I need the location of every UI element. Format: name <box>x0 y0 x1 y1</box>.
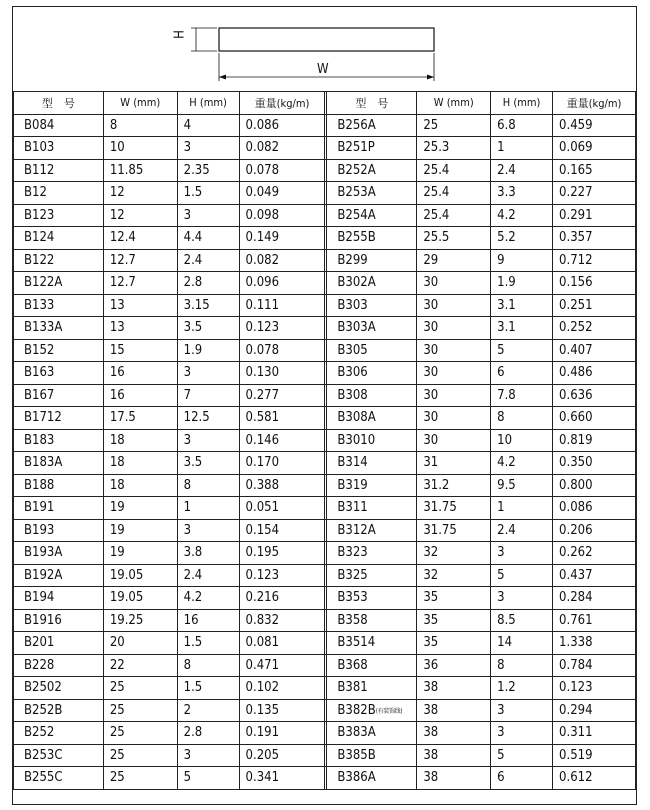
cell-type: B252A <box>327 159 417 182</box>
cell-type: B308A <box>327 407 417 430</box>
table-row <box>14 767 636 790</box>
table-row <box>14 204 636 227</box>
cell-w: 31.75 <box>417 519 491 542</box>
cell-w: 38 <box>417 767 491 790</box>
cell-w: 18 <box>103 474 177 497</box>
cell-w: 25.4 <box>417 159 491 182</box>
cell-type: B193 <box>14 519 104 542</box>
cell-weight: 0.252 <box>553 317 636 340</box>
profile-rectangle <box>219 28 434 51</box>
cell-w: 8 <box>103 114 177 137</box>
cell-w: 19.05 <box>103 564 177 587</box>
header-row <box>14 92 636 115</box>
cell-w: 25 <box>417 114 491 137</box>
cell-type: B2502 <box>14 677 104 700</box>
table-row <box>14 407 636 430</box>
cell-h: 6 <box>491 767 553 790</box>
cell-h: 16 <box>177 609 239 632</box>
spec-table <box>13 91 636 790</box>
cell-w: 25 <box>103 699 177 722</box>
cell-w: 16 <box>103 362 177 385</box>
cell-w: 30 <box>417 272 491 295</box>
cell-weight: 0.154 <box>239 519 325 542</box>
cell-type: B3010 <box>327 429 417 452</box>
cell-weight: 0.341 <box>239 767 325 790</box>
cell-type: B302A <box>327 272 417 295</box>
cell-h: 7 <box>177 384 239 407</box>
cell-weight: 0.486 <box>553 362 636 385</box>
table-row <box>14 519 636 542</box>
table-row <box>14 677 636 700</box>
cell-w: 19.05 <box>103 587 177 610</box>
col-type-header: 型 号 <box>14 92 104 115</box>
cell-h: 7.8 <box>491 384 553 407</box>
cell-h: 1.5 <box>177 632 239 655</box>
cell-w: 15 <box>103 339 177 362</box>
cell-h: 2.4 <box>177 564 239 587</box>
col-h-header: H (mm) <box>177 92 239 115</box>
cell-h: 3 <box>491 699 553 722</box>
cell-h: 3 <box>177 137 239 160</box>
cell-weight: 0.086 <box>553 497 636 520</box>
cell-w: 38 <box>417 744 491 767</box>
col-w-header: W (mm) <box>417 92 491 115</box>
table-row <box>14 137 636 160</box>
cell-weight: 0.049 <box>239 182 325 205</box>
cell-w: 25.4 <box>417 182 491 205</box>
cell-weight: 0.519 <box>553 744 636 767</box>
cell-weight: 0.096 <box>239 272 325 295</box>
cell-type: B103 <box>14 137 104 160</box>
table-row <box>14 227 636 250</box>
cell-type: B319 <box>327 474 417 497</box>
cell-w: 19 <box>103 542 177 565</box>
cell-h: 2 <box>177 699 239 722</box>
cell-type: B183A <box>14 452 104 475</box>
cell-h: 2.8 <box>177 272 239 295</box>
cell-type: B299 <box>327 249 417 272</box>
cell-w: 30 <box>417 317 491 340</box>
cell-h: 4 <box>177 114 239 137</box>
table-row <box>14 744 636 767</box>
cell-type: B1712 <box>14 407 104 430</box>
cell-w: 25.3 <box>417 137 491 160</box>
cell-weight: 0.102 <box>239 677 325 700</box>
profile-diagram <box>13 7 636 92</box>
cell-h: 3 <box>491 542 553 565</box>
cell-type: B305 <box>327 339 417 362</box>
cell-type: B167 <box>14 384 104 407</box>
cell-weight: 0.195 <box>239 542 325 565</box>
cell-h: 3 <box>177 362 239 385</box>
cell-weight: 0.078 <box>239 159 325 182</box>
cell-w: 38 <box>417 677 491 700</box>
cell-w: 18 <box>103 429 177 452</box>
cell-weight: 0.081 <box>239 632 325 655</box>
table-row <box>14 587 636 610</box>
table-row <box>14 654 636 677</box>
table-row <box>14 429 636 452</box>
cell-h: 6.8 <box>491 114 553 137</box>
cell-type: B253A <box>327 182 417 205</box>
table-row <box>14 294 636 317</box>
cell-type: B124 <box>14 227 104 250</box>
cell-type: B133 <box>14 294 104 317</box>
cell-type: B303 <box>327 294 417 317</box>
cell-type: B084 <box>14 114 104 137</box>
cell-w: 30 <box>417 429 491 452</box>
cell-w: 32 <box>417 564 491 587</box>
cell-type: B312A <box>327 519 417 542</box>
cell-weight: 0.761 <box>553 609 636 632</box>
cell-weight: 0.086 <box>239 114 325 137</box>
table-row <box>14 114 636 137</box>
cell-w: 30 <box>417 339 491 362</box>
cell-w: 10 <box>103 137 177 160</box>
cell-weight: 0.294 <box>553 699 636 722</box>
cell-weight: 0.135 <box>239 699 325 722</box>
cell-h: 8 <box>491 407 553 430</box>
cell-type: B255C <box>14 767 104 790</box>
cell-type: B303A <box>327 317 417 340</box>
table-row <box>14 564 636 587</box>
cell-w: 11.85 <box>103 159 177 182</box>
cell-w: 25.4 <box>417 204 491 227</box>
cell-weight: 0.660 <box>553 407 636 430</box>
cell-h: 1 <box>177 497 239 520</box>
cell-weight: 0.311 <box>553 722 636 745</box>
cell-type: B201 <box>14 632 104 655</box>
cell-h: 4.2 <box>491 452 553 475</box>
cell-h: 3.8 <box>177 542 239 565</box>
cell-type: B191 <box>14 497 104 520</box>
cell-h: 5 <box>177 767 239 790</box>
cell-h: 1 <box>491 497 553 520</box>
cell-h: 4.2 <box>177 587 239 610</box>
cell-w: 35 <box>417 632 491 655</box>
cell-type: B188 <box>14 474 104 497</box>
cell-h: 3 <box>177 519 239 542</box>
cell-weight: 0.205 <box>239 744 325 767</box>
cell-w: 18 <box>103 452 177 475</box>
cell-weight: 0.251 <box>553 294 636 317</box>
cell-weight: 0.227 <box>553 182 636 205</box>
cell-w: 13 <box>103 317 177 340</box>
cell-type: B163 <box>14 362 104 385</box>
table-row <box>14 159 636 182</box>
cell-h: 2.35 <box>177 159 239 182</box>
cell-h: 8.5 <box>491 609 553 632</box>
table-row <box>14 497 636 520</box>
cell-w: 20 <box>103 632 177 655</box>
cell-w: 25 <box>103 722 177 745</box>
cell-h: 2.4 <box>491 519 553 542</box>
cell-type: B308 <box>327 384 417 407</box>
cell-weight: 0.437 <box>553 564 636 587</box>
cell-weight: 0.291 <box>553 204 636 227</box>
cell-w: 25 <box>103 767 177 790</box>
cell-type: B323 <box>327 542 417 565</box>
cell-weight: 0.191 <box>239 722 325 745</box>
col-type-header: 型 号 <box>327 92 417 115</box>
cell-type: B254A <box>327 204 417 227</box>
cell-h: 3.1 <box>491 294 553 317</box>
cell-type: B252 <box>14 722 104 745</box>
table-row <box>14 699 636 722</box>
height-label: H <box>172 30 188 39</box>
cell-weight: 0.357 <box>553 227 636 250</box>
table-row <box>14 542 636 565</box>
cell-h: 8 <box>491 654 553 677</box>
cell-h: 1.9 <box>491 272 553 295</box>
col-h-header: H (mm) <box>491 92 553 115</box>
cell-weight: 1.338 <box>553 632 636 655</box>
cell-w: 30 <box>417 407 491 430</box>
cell-w: 32 <box>417 542 491 565</box>
cell-weight: 0.612 <box>553 767 636 790</box>
cell-w: 12.7 <box>103 272 177 295</box>
cell-type: B253C <box>14 744 104 767</box>
cell-weight: 0.581 <box>239 407 325 430</box>
cell-h: 3.5 <box>177 317 239 340</box>
cell-type: B112 <box>14 159 104 182</box>
cell-w: 30 <box>417 362 491 385</box>
cell-w: 25 <box>103 677 177 700</box>
cell-h: 14 <box>491 632 553 655</box>
cell-type: B122A <box>14 272 104 295</box>
cell-h: 8 <box>177 654 239 677</box>
cell-weight: 0.078 <box>239 339 325 362</box>
cell-h: 10 <box>491 429 553 452</box>
cell-type: B382B(有装饰线) <box>327 699 417 722</box>
cell-w: 31.2 <box>417 474 491 497</box>
cell-type: B311 <box>327 497 417 520</box>
table-row <box>14 182 636 205</box>
cell-weight: 0.146 <box>239 429 325 452</box>
cell-h: 1.9 <box>177 339 239 362</box>
cell-type: B256A <box>327 114 417 137</box>
cell-type: B251P <box>327 137 417 160</box>
cell-type: B183 <box>14 429 104 452</box>
cell-weight: 0.819 <box>553 429 636 452</box>
cell-type: B306 <box>327 362 417 385</box>
cell-type: B325 <box>327 564 417 587</box>
cell-weight: 0.832 <box>239 609 325 632</box>
cell-type: B193A <box>14 542 104 565</box>
cell-weight: 0.262 <box>553 542 636 565</box>
cell-weight: 0.206 <box>553 519 636 542</box>
cell-h: 9.5 <box>491 474 553 497</box>
cell-h: 9 <box>491 249 553 272</box>
cell-h: 3.5 <box>177 452 239 475</box>
col-w-header: W (mm) <box>103 92 177 115</box>
cell-h: 2.4 <box>491 159 553 182</box>
table-row <box>14 474 636 497</box>
cell-h: 12.5 <box>177 407 239 430</box>
cell-type: B353 <box>327 587 417 610</box>
cell-weight: 0.130 <box>239 362 325 385</box>
table-row <box>14 632 636 655</box>
cell-weight: 0.156 <box>553 272 636 295</box>
cell-h: 3 <box>177 204 239 227</box>
cell-weight: 0.123 <box>239 564 325 587</box>
cell-type: B383A <box>327 722 417 745</box>
cell-h: 1.5 <box>177 182 239 205</box>
cell-w: 22 <box>103 654 177 677</box>
profile-drawing <box>13 7 636 91</box>
col-weight-header: 重量(kg/m) <box>239 92 325 115</box>
cell-weight: 0.712 <box>553 249 636 272</box>
cell-weight: 0.277 <box>239 384 325 407</box>
cell-h: 3 <box>491 587 553 610</box>
cell-type: B192A <box>14 564 104 587</box>
cell-h: 2.8 <box>177 722 239 745</box>
cell-w: 12.4 <box>103 227 177 250</box>
cell-w: 30 <box>417 294 491 317</box>
cell-w: 35 <box>417 587 491 610</box>
cell-weight: 0.407 <box>553 339 636 362</box>
cell-type: B386A <box>327 767 417 790</box>
cell-type: B228 <box>14 654 104 677</box>
cell-h: 3 <box>491 722 553 745</box>
cell-weight: 0.069 <box>553 137 636 160</box>
width-label: W <box>317 62 329 77</box>
cell-h: 2.4 <box>177 249 239 272</box>
type-note: (有装饰线) <box>375 707 403 715</box>
table-row <box>14 452 636 475</box>
table-row <box>14 339 636 362</box>
cell-h: 5 <box>491 744 553 767</box>
cell-w: 19.25 <box>103 609 177 632</box>
cell-w: 19 <box>103 519 177 542</box>
cell-w: 38 <box>417 722 491 745</box>
cell-w: 19 <box>103 497 177 520</box>
cell-w: 30 <box>417 384 491 407</box>
cell-w: 25.5 <box>417 227 491 250</box>
cell-type: B122 <box>14 249 104 272</box>
cell-type: B255B <box>327 227 417 250</box>
cell-h: 3 <box>177 429 239 452</box>
cell-weight: 0.800 <box>553 474 636 497</box>
cell-type: B133A <box>14 317 104 340</box>
cell-w: 12 <box>103 182 177 205</box>
cell-w: 31.75 <box>417 497 491 520</box>
cell-weight: 0.459 <box>553 114 636 137</box>
cell-h: 4.2 <box>491 204 553 227</box>
cell-weight: 0.636 <box>553 384 636 407</box>
cell-h: 3 <box>177 744 239 767</box>
cell-h: 1.2 <box>491 677 553 700</box>
cell-w: 29 <box>417 249 491 272</box>
cell-type: B385B <box>327 744 417 767</box>
cell-h: 3.3 <box>491 182 553 205</box>
cell-weight: 0.149 <box>239 227 325 250</box>
cell-weight: 0.098 <box>239 204 325 227</box>
cell-h: 3.15 <box>177 294 239 317</box>
cell-type: B152 <box>14 339 104 362</box>
cell-weight: 0.082 <box>239 137 325 160</box>
cell-weight: 0.165 <box>553 159 636 182</box>
cell-weight: 0.471 <box>239 654 325 677</box>
cell-w: 36 <box>417 654 491 677</box>
table-row <box>14 249 636 272</box>
cell-h: 4.4 <box>177 227 239 250</box>
cell-w: 13 <box>103 294 177 317</box>
cell-h: 8 <box>177 474 239 497</box>
cell-w: 31 <box>417 452 491 475</box>
cell-type: B358 <box>327 609 417 632</box>
col-weight-header: 重量(kg/m) <box>553 92 636 115</box>
cell-w: 35 <box>417 609 491 632</box>
spec-sheet <box>12 6 637 805</box>
cell-h: 5 <box>491 564 553 587</box>
cell-h: 1.5 <box>177 677 239 700</box>
cell-type: B368 <box>327 654 417 677</box>
cell-h: 3.1 <box>491 317 553 340</box>
cell-w: 17.5 <box>103 407 177 430</box>
table-row <box>14 722 636 745</box>
cell-type: B252B <box>14 699 104 722</box>
cell-weight: 0.051 <box>239 497 325 520</box>
cell-h: 6 <box>491 362 553 385</box>
cell-w: 16 <box>103 384 177 407</box>
table-row <box>14 609 636 632</box>
cell-type: B381 <box>327 677 417 700</box>
cell-type: B12 <box>14 182 104 205</box>
cell-h: 5.2 <box>491 227 553 250</box>
table-row <box>14 317 636 340</box>
cell-type: B3514 <box>327 632 417 655</box>
table-row <box>14 362 636 385</box>
cell-w: 38 <box>417 699 491 722</box>
cell-w: 12 <box>103 204 177 227</box>
cell-weight: 0.123 <box>553 677 636 700</box>
cell-w: 12.7 <box>103 249 177 272</box>
table-row <box>14 384 636 407</box>
cell-type: B314 <box>327 452 417 475</box>
table-row <box>14 272 636 295</box>
cell-type: B1916 <box>14 609 104 632</box>
cell-weight: 0.784 <box>553 654 636 677</box>
cell-weight: 0.123 <box>239 317 325 340</box>
cell-h: 5 <box>491 339 553 362</box>
cell-w: 25 <box>103 744 177 767</box>
cell-type: B123 <box>14 204 104 227</box>
cell-weight: 0.170 <box>239 452 325 475</box>
cell-type: B194 <box>14 587 104 610</box>
cell-weight: 0.216 <box>239 587 325 610</box>
cell-weight: 0.284 <box>553 587 636 610</box>
cell-weight: 0.350 <box>553 452 636 475</box>
cell-weight: 0.388 <box>239 474 325 497</box>
cell-h: 1 <box>491 137 553 160</box>
cell-weight: 0.082 <box>239 249 325 272</box>
cell-weight: 0.111 <box>239 294 325 317</box>
